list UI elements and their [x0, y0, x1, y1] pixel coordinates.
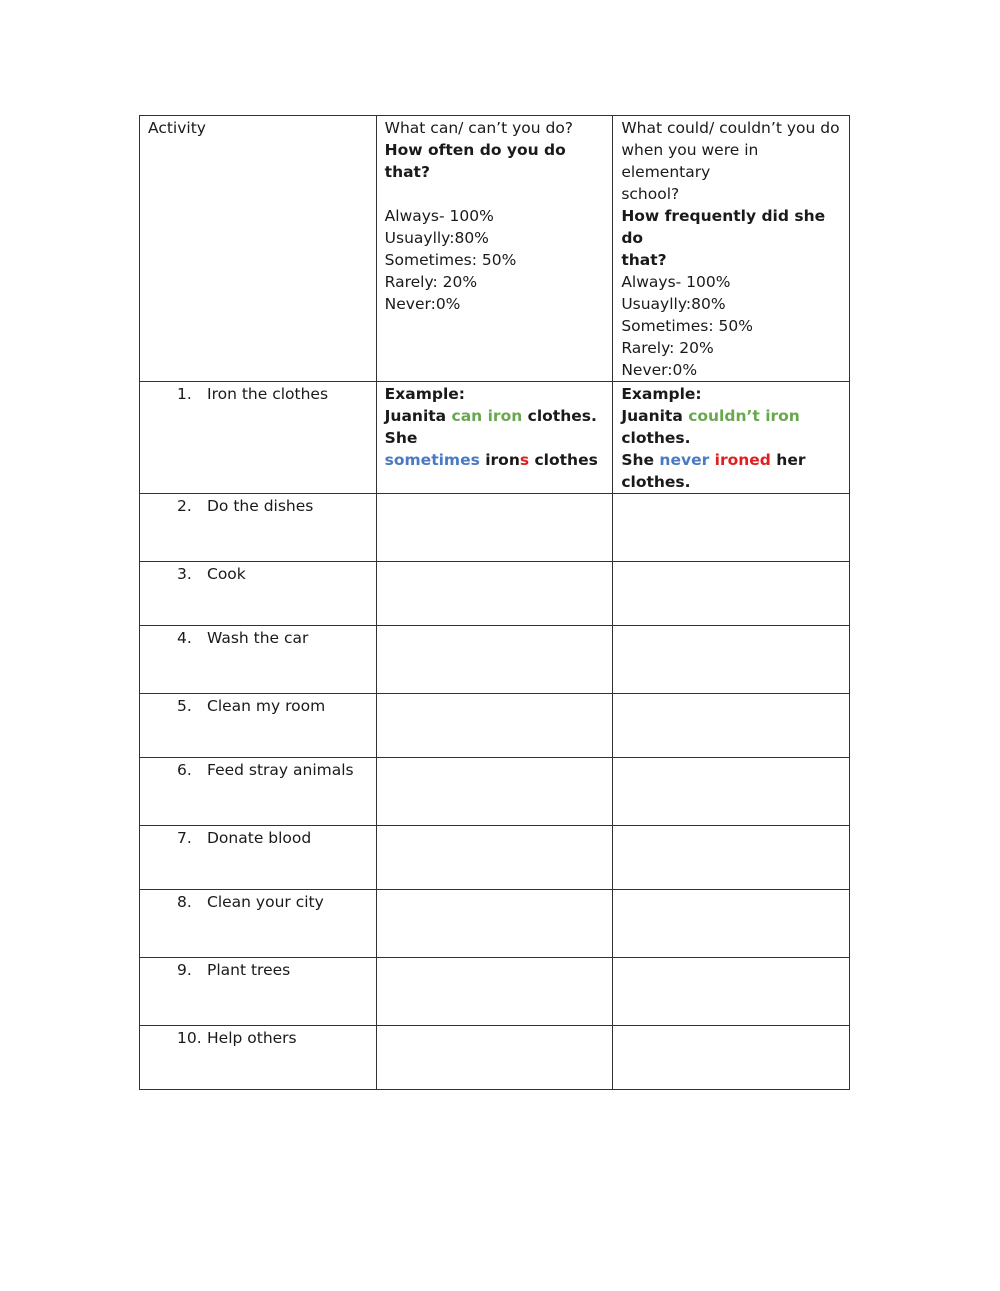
example-word: clothes [529, 451, 598, 469]
table-row [140, 758, 850, 826]
table-row [140, 694, 850, 758]
activity-label: Wash the car [207, 629, 309, 647]
example-label: Example: [384, 385, 465, 403]
answer-present-cell[interactable] [376, 626, 613, 694]
header-present-question: What can/ can’t you do? [384, 119, 574, 137]
scale-never: Never:0% [384, 295, 461, 313]
activity-label: Clean your city [207, 893, 324, 911]
activity-number: 7. [177, 829, 192, 847]
activity-label: Help others [207, 1029, 297, 1047]
answer-present-cell[interactable] [376, 494, 613, 562]
example-word: Juanita [384, 407, 452, 425]
activity-number: 4. [177, 629, 192, 647]
activity-number: 6. [177, 761, 192, 779]
activity-label: Iron the clothes [207, 385, 329, 403]
answer-present-cell[interactable] [376, 758, 613, 826]
activity-label: Donate blood [207, 829, 312, 847]
example-present-line2 [385, 449, 605, 471]
scale-usually: Usuaylly:80% [621, 295, 726, 313]
header-present [376, 116, 613, 382]
answer-past-cell[interactable] [613, 758, 850, 826]
table-row [140, 382, 850, 494]
answer-present-cell[interactable] [376, 694, 613, 758]
example-past-line2 [621, 449, 841, 493]
scale-rarely: Rarely: 20% [384, 273, 478, 291]
example-word: iron [479, 451, 520, 469]
activity-cell [140, 958, 377, 1026]
example-word: clothes. She [384, 407, 597, 447]
example-verb-ending-highlight: s [519, 451, 530, 469]
activity-cell [140, 890, 377, 958]
spacer [385, 183, 605, 205]
activity-label: Plant trees [207, 961, 291, 979]
answer-present-cell[interactable] [376, 958, 613, 1026]
activity-cell [140, 494, 377, 562]
answer-past-cell[interactable] [613, 562, 850, 626]
header-past [613, 116, 850, 382]
table-row [140, 562, 850, 626]
table-row [140, 626, 850, 694]
example-present-line1 [385, 405, 605, 449]
example-modal-highlight: can iron [451, 407, 523, 425]
header-activity [140, 116, 377, 382]
activity-label: Do the dishes [207, 497, 314, 515]
activity-cell [140, 826, 377, 890]
example-word: Juanita [621, 407, 689, 425]
activity-cell [140, 694, 377, 758]
scale-always: Always- 100% [621, 273, 731, 291]
example-label: Example: [621, 385, 702, 403]
answer-present-cell[interactable] [376, 562, 613, 626]
answer-past-cell[interactable] [613, 626, 850, 694]
table-row [140, 826, 850, 890]
example-past-cell [613, 382, 850, 494]
header-row [140, 116, 850, 382]
activity-number: 9. [177, 961, 192, 979]
example-modal-highlight: couldn’t iron [688, 407, 800, 425]
example-frequency-highlight: sometimes [384, 451, 480, 469]
answer-past-cell[interactable] [613, 694, 850, 758]
answer-past-cell[interactable] [613, 1026, 850, 1090]
header-past-question-line1: What could/ couldn’t you do [621, 119, 840, 137]
activity-cell [140, 382, 377, 494]
table-row [140, 1026, 850, 1090]
table-row [140, 494, 850, 562]
scale-sometimes: Sometimes: 50% [621, 317, 753, 335]
scale-always: Always- 100% [384, 207, 494, 225]
activity-cell [140, 1026, 377, 1090]
activity-cell [140, 758, 377, 826]
scale-rarely: Rarely: 20% [621, 339, 714, 357]
example-past-line1 [621, 405, 841, 449]
header-activity-label: Activity [148, 119, 206, 137]
activity-number: 5. [177, 697, 192, 715]
activity-number: 1. [177, 385, 192, 403]
activity-cell [140, 562, 377, 626]
answer-past-cell[interactable] [613, 890, 850, 958]
example-word: clothes. [621, 429, 691, 447]
activity-number: 3. [177, 565, 192, 583]
table-row [140, 890, 850, 958]
activity-number: 2. [177, 497, 192, 515]
example-frequency-highlight: never [659, 451, 710, 469]
header-past-frequency-line2: that? [621, 251, 667, 269]
activity-number: 10. [177, 1029, 202, 1047]
answer-past-cell[interactable] [613, 958, 850, 1026]
header-past-question-line2: when you were in elementary [621, 141, 759, 181]
header-present-frequency-question: How often do you do that? [384, 141, 566, 181]
header-past-frequency-line1: How frequently did she do [621, 207, 826, 247]
activity-label: Feed stray animals [207, 761, 354, 779]
answer-present-cell[interactable] [376, 1026, 613, 1090]
header-past-question-line3: school? [621, 185, 680, 203]
answer-present-cell[interactable] [376, 890, 613, 958]
table-row [140, 958, 850, 1026]
scale-never: Never:0% [621, 361, 698, 379]
answer-past-cell[interactable] [613, 494, 850, 562]
example-present-cell [376, 382, 613, 494]
example-word: her clothes. [621, 451, 806, 491]
activity-table [139, 115, 850, 1090]
activity-label: Clean my room [207, 697, 326, 715]
scale-sometimes: Sometimes: 50% [384, 251, 517, 269]
activity-label: Cook [207, 565, 246, 583]
activity-cell [140, 626, 377, 694]
answer-past-cell[interactable] [613, 826, 850, 890]
example-word: She [621, 451, 660, 469]
answer-present-cell[interactable] [376, 826, 613, 890]
example-past-verb-highlight: ironed [714, 451, 771, 469]
activity-number: 8. [177, 893, 192, 911]
scale-usually: Usuaylly:80% [384, 229, 489, 247]
